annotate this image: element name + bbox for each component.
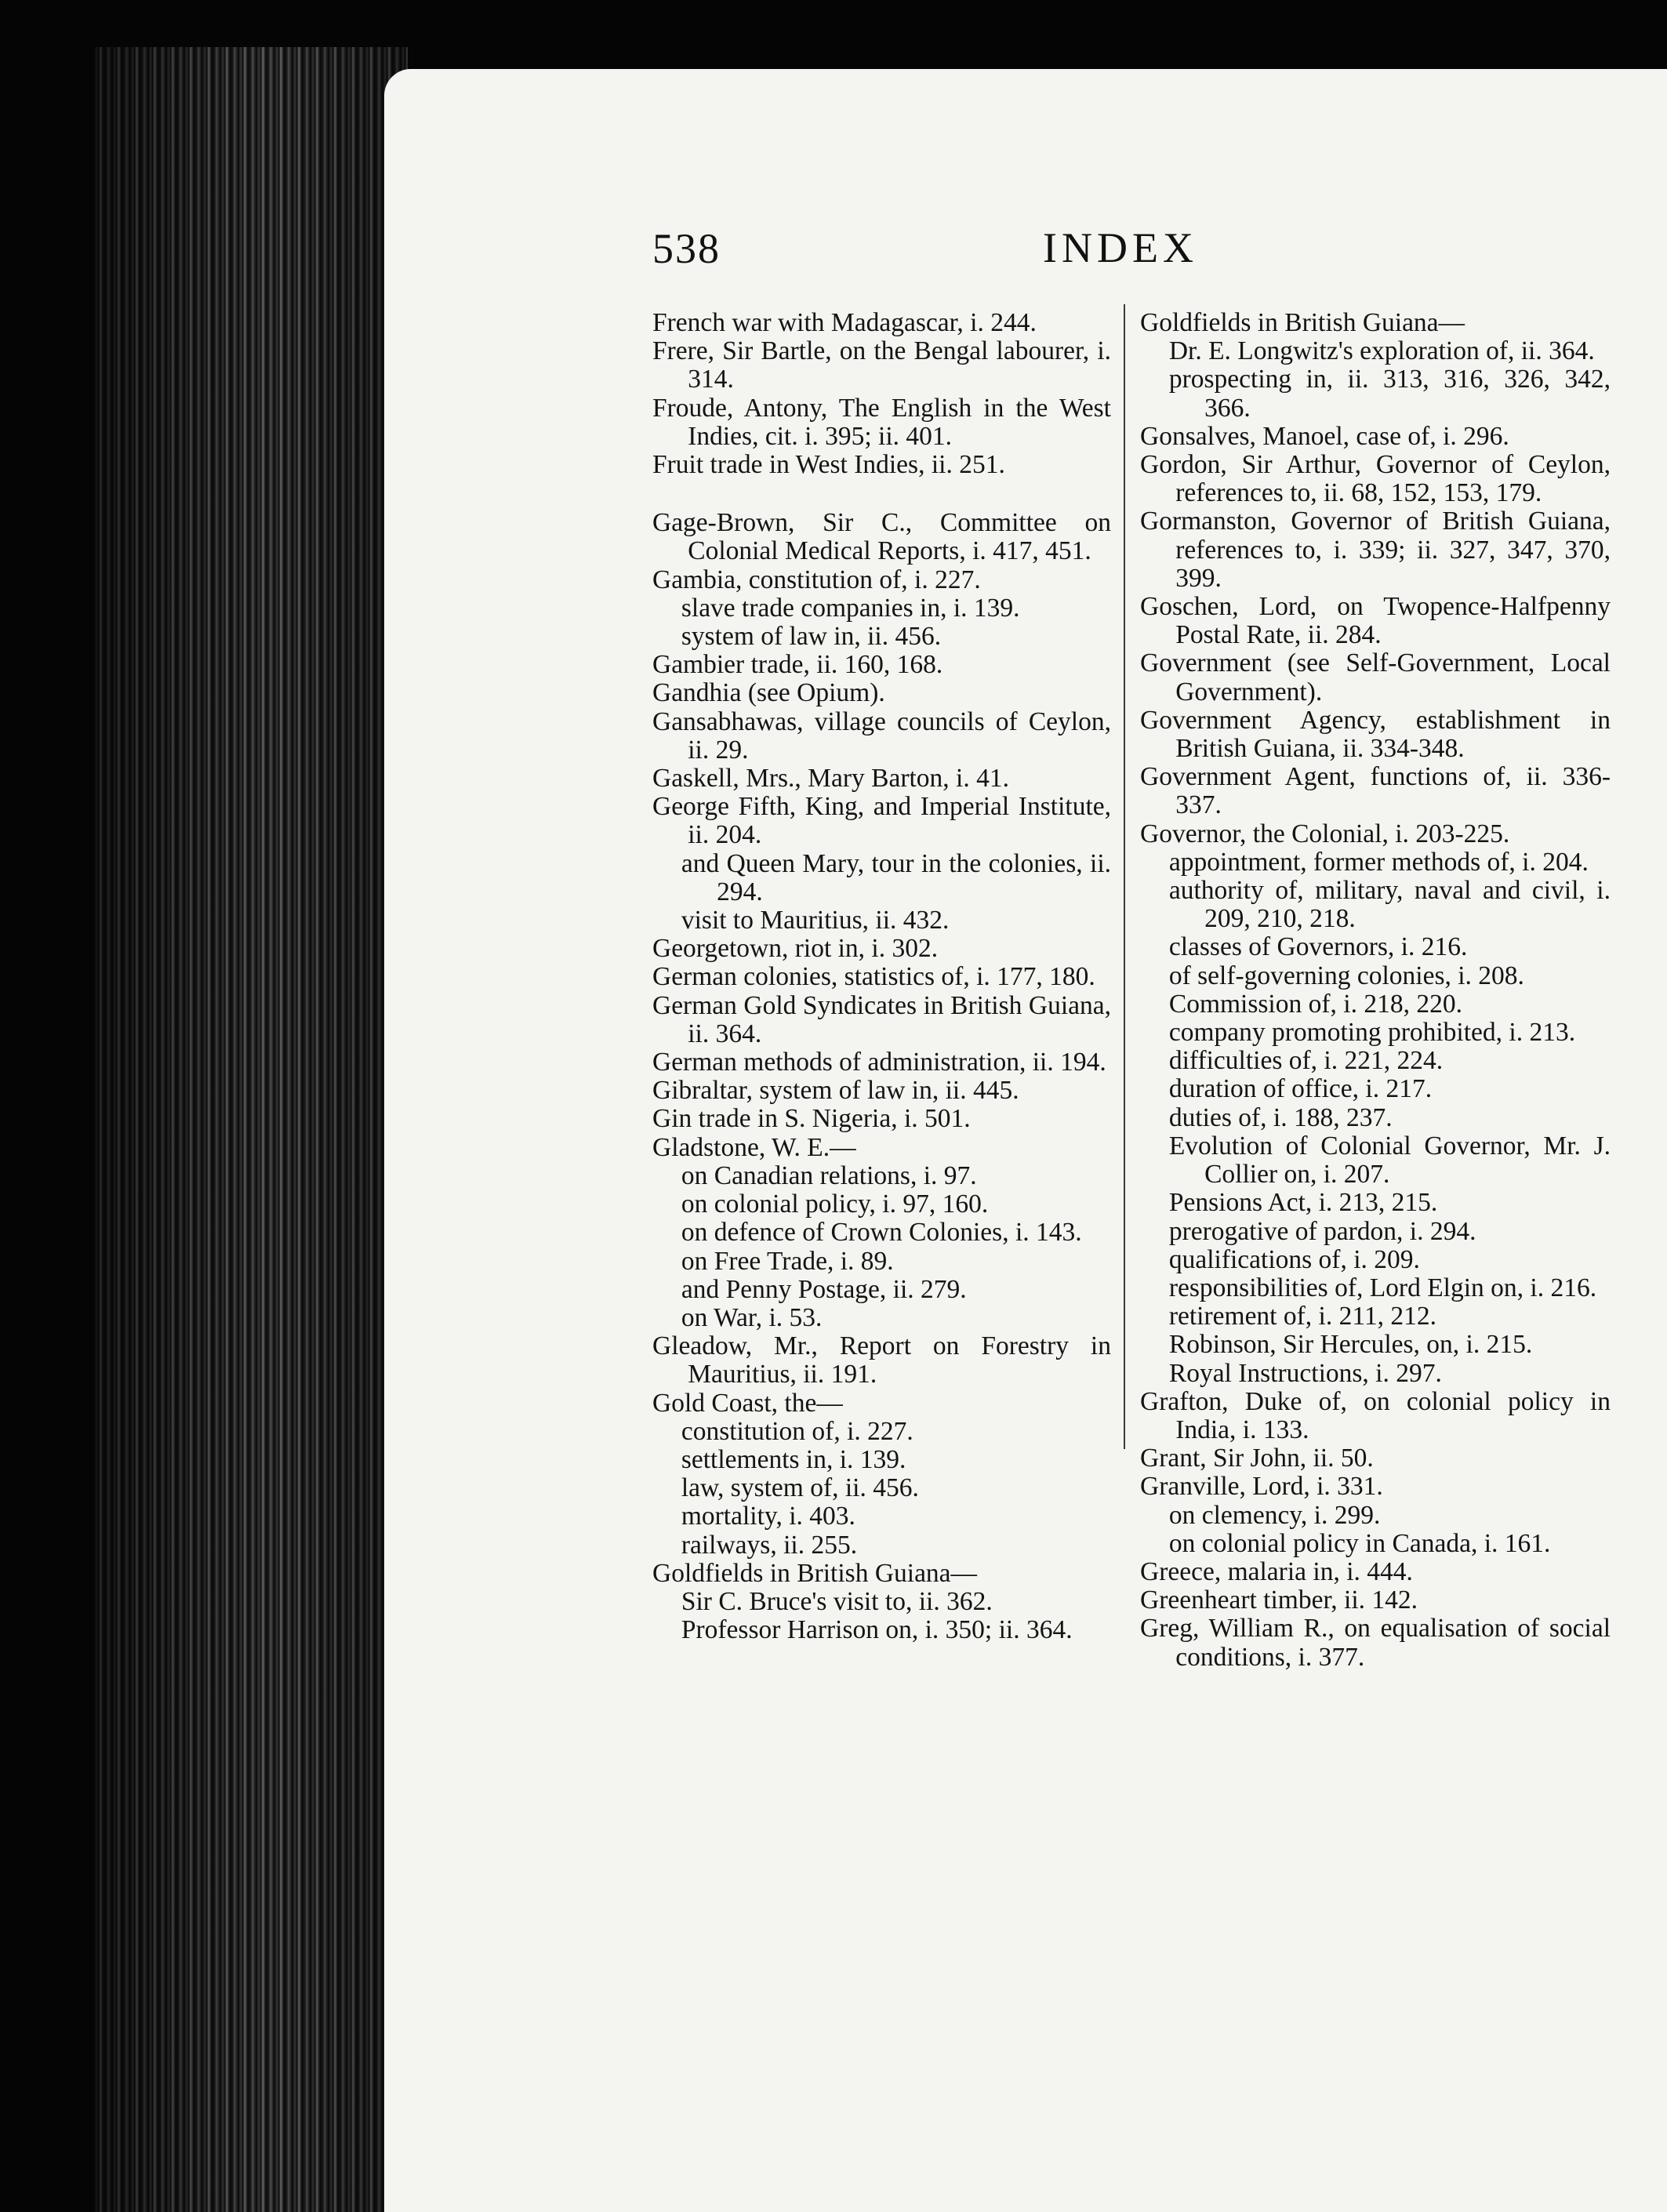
- index-subentry: and Penny Postage, ii. 279.: [681, 1274, 967, 1304]
- index-subentry: appointment, former methods of, i. 204.: [1168, 847, 1589, 877]
- index-column-right: [1140, 309, 1611, 1672]
- index-entry: Gormanston, Governor of British Guiana, references to, i. 339; ii. 327, 347, 370, 399.: [1140, 507, 1611, 593]
- index-entry: Gaskell, Mrs., Mary Barton, i. 41.: [652, 764, 1009, 794]
- index-subentry: Pensions Act, i. 213, 215.: [1168, 1188, 1438, 1218]
- index-subentry: of self-governing colonies, i. 208.: [1168, 961, 1524, 990]
- index-entry: Gleadow, Mr., Report on Forestry in Mauritius, ii. 191.: [652, 1331, 1111, 1389]
- index-entry: Gambia, constitution of, i. 227.: [652, 565, 981, 594]
- index-entry: Grant, Sir John, ii. 50.: [1140, 1444, 1374, 1473]
- index-subentry: Robinson, Sir Hercules, on, i. 215.: [1168, 1330, 1533, 1360]
- index-subentry: retirement of, i. 211, 212.: [1168, 1302, 1436, 1331]
- index-subentry: slave trade companies in, i. 139.: [681, 593, 1020, 623]
- index-entry: George Fifth, King, and Imperial Institute, ii. 204.: [652, 792, 1111, 850]
- index-entry: Goldfields in British Guiana—: [652, 1558, 978, 1588]
- index-entry: Greece, malaria in, i. 444.: [1140, 1556, 1413, 1586]
- index-entry: Greenheart timber, ii. 142.: [1140, 1585, 1418, 1615]
- index-subentry: railways, ii. 255.: [681, 1530, 858, 1560]
- column-divider: [1124, 304, 1125, 1449]
- index-subentry: classes of Governors, i. 216.: [1168, 932, 1468, 962]
- index-entry: Gladstone, W. E.—: [652, 1132, 856, 1162]
- entry-group-gap: [652, 479, 1111, 509]
- index-subentry: prospecting in, ii. 313, 316, 326, 342, 366.: [1168, 365, 1611, 423]
- index-column-left: [652, 309, 1111, 1644]
- index-subentry: prerogative of pardon, i. 294.: [1168, 1216, 1476, 1246]
- page-edge-shadow: [94, 47, 408, 2212]
- index-entry: Gold Coast, the—: [652, 1388, 843, 1418]
- index-entry: Grafton, Duke of, on colonial policy in India, i. 133.: [1140, 1386, 1611, 1444]
- index-subentry: on Free Trade, i. 89.: [681, 1246, 894, 1276]
- index-entry: German methods of administration, ii. 194.: [652, 1048, 1106, 1077]
- index-entry: Frere, Sir Bartle, on the Bengal labourer, i. 314.: [652, 336, 1111, 394]
- index-entry: Gordon, Sir Arthur, Governor of Ceylon, references to, ii. 68, 152, 153, 179.: [1140, 450, 1611, 508]
- index-entry: Gage-Brown, Sir C., Committee on Colonial Medical Reports, i. 417, 451.: [652, 508, 1111, 566]
- index-subentry: system of law in, ii. 456.: [681, 622, 942, 652]
- index-subentry: responsibilities of, Lord Elgin on, i. 216.: [1168, 1273, 1597, 1302]
- index-subentry: duration of office, i. 217.: [1168, 1074, 1433, 1104]
- index-entry: Government Agency, establishment in British Guiana, ii. 334-348.: [1140, 705, 1611, 764]
- index-subentry: on defence of Crown Colonies, i. 143.: [681, 1218, 1082, 1248]
- index-subentry: on War, i. 53.: [681, 1302, 823, 1332]
- index-entry: Goschen, Lord, on Twopence-Halfpenny Postal Rate, ii. 284.: [1140, 592, 1611, 650]
- index-entry: German Gold Syndicates in British Guiana, ii. 364.: [652, 990, 1111, 1048]
- index-subentry: Sir C. Bruce's visit to, ii. 362.: [681, 1586, 993, 1616]
- index-subentry: on Canadian relations, i. 97.: [681, 1160, 977, 1190]
- index-subentry: visit to Mauritius, ii. 432.: [681, 906, 950, 935]
- index-entry: Government Agent, functions of, ii. 336-337.: [1140, 762, 1611, 820]
- index-subentry: Commission of, i. 218, 220.: [1168, 989, 1462, 1019]
- index-entry: Granville, Lord, i. 331.: [1140, 1472, 1383, 1502]
- index-entry: Fruit trade in West Indies, ii. 251.: [652, 450, 1005, 480]
- index-subentry: qualifications of, i. 209.: [1168, 1244, 1420, 1274]
- page-title: INDEX: [1043, 224, 1198, 271]
- index-entry: Gonsalves, Manoel, case of, i. 296.: [1140, 421, 1509, 451]
- index-entry: Greg, William R., on equalisation of social conditions, i. 377.: [1140, 1614, 1611, 1672]
- index-subentry: on colonial policy in Canada, i. 161.: [1168, 1528, 1551, 1558]
- index-entry: Governor, the Colonial, i. 203-225.: [1140, 819, 1510, 848]
- index-entry: Gambier trade, ii. 160, 168.: [652, 650, 943, 680]
- index-entry: Goldfields in British Guiana—: [1140, 308, 1465, 337]
- index-subentry: duties of, i. 188, 237.: [1168, 1102, 1393, 1132]
- book-page: [384, 69, 1667, 2212]
- index-entry: Gandhia (see Opium).: [652, 678, 885, 708]
- index-entry: Gibraltar, system of law in, ii. 445.: [652, 1076, 1019, 1106]
- index-entry: Government (see Self-Government, Local Government).: [1140, 648, 1611, 706]
- index-subentry: mortality, i. 403.: [681, 1502, 855, 1531]
- index-entry: Froude, Antony, The English in the West Indies, cit. i. 395; ii. 401.: [652, 393, 1111, 451]
- index-subentry: settlements in, i. 139.: [681, 1444, 906, 1474]
- index-entry: German colonies, statistics of, i. 177, 180.: [652, 962, 1095, 992]
- index-subentry: company promoting prohibited, i. 213.: [1168, 1018, 1576, 1048]
- index-subentry: on colonial policy, i. 97, 160.: [681, 1190, 989, 1219]
- index-subentry: difficulties of, i. 221, 224.: [1168, 1046, 1444, 1076]
- index-entry: Georgetown, riot in, i. 302.: [652, 934, 939, 964]
- index-entry: Gin trade in S. Nigeria, i. 501.: [652, 1104, 971, 1134]
- index-subentry: Evolution of Colonial Governor, Mr. J. Collier on, i. 207.: [1168, 1131, 1611, 1190]
- index-subentry: Royal Instructions, i. 297.: [1168, 1358, 1442, 1388]
- index-subentry: on clemency, i. 299.: [1168, 1500, 1381, 1530]
- index-entry: French war with Madagascar, i. 244.: [652, 308, 1037, 337]
- running-head: [384, 69, 1667, 272]
- index-subentry: Dr. E. Longwitz's exploration of, ii. 364.: [1168, 336, 1595, 366]
- index-subentry: law, system of, ii. 456.: [681, 1473, 919, 1503]
- index-entry: Gansabhawas, village councils of Ceylon, ii. 29.: [652, 706, 1111, 765]
- index-subentry: authority of, military, naval and civil, i. 209, 210, 218.: [1168, 876, 1611, 934]
- index-subentry: Professor Harrison on, i. 350; ii. 364.: [681, 1615, 1073, 1645]
- index-subentry: constitution of, i. 227.: [681, 1416, 913, 1446]
- index-subentry: and Queen Mary, tour in the colonies, ii. 294.: [681, 848, 1111, 906]
- page-number: 538: [652, 225, 721, 272]
